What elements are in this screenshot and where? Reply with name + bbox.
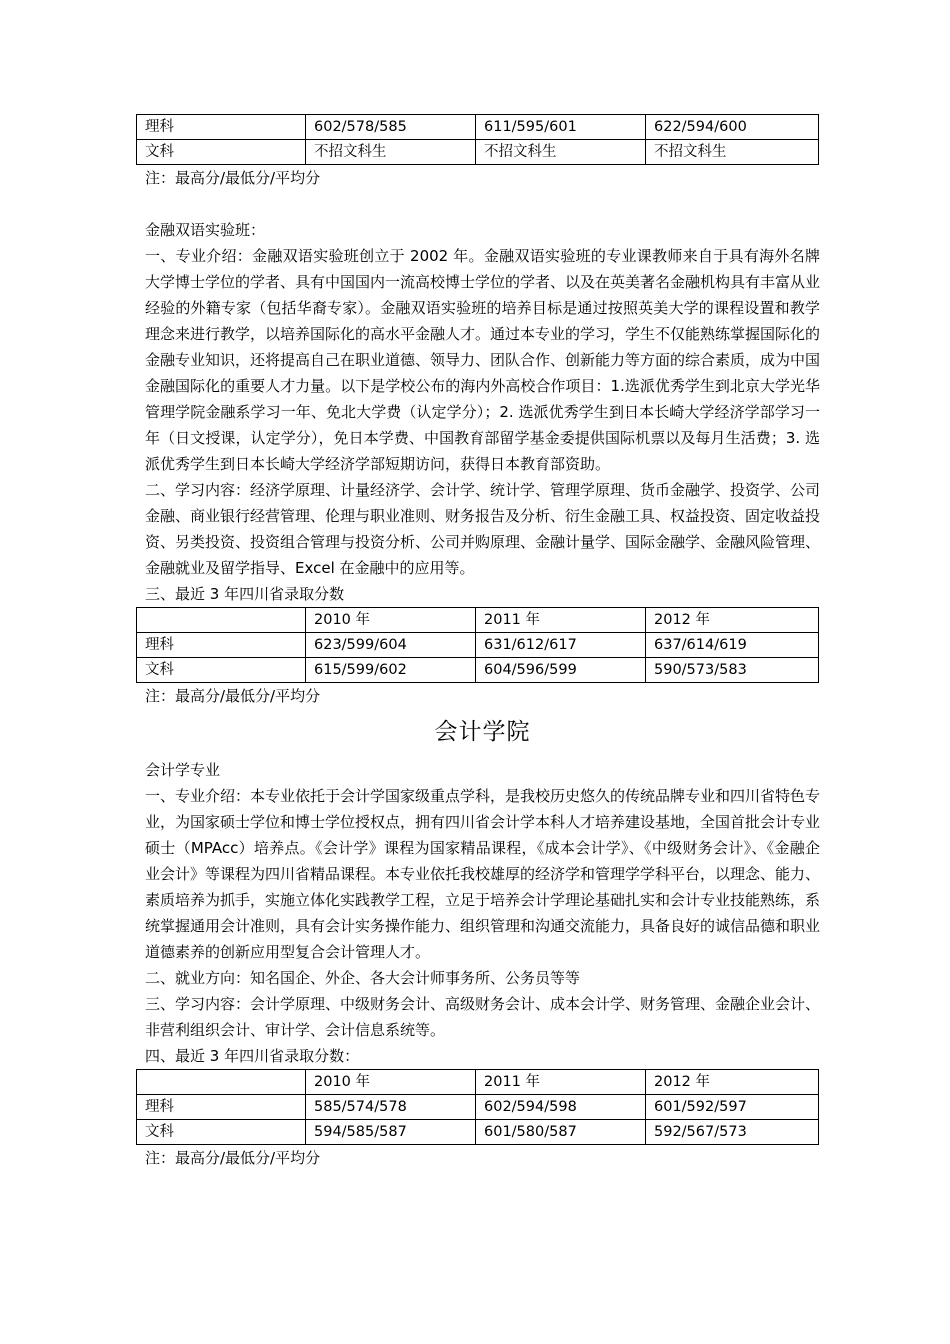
- table-row: [137, 140, 819, 165]
- score-table-continued: [136, 114, 819, 165]
- accounting-career-line: 二、就业方向：知名国企、外企、各大会计师事务所、公务员等等: [145, 969, 581, 987]
- table-cell: 601/580/587: [476, 1120, 646, 1145]
- table-cell: 623/599/604: [306, 633, 476, 658]
- table-cell: 631/612/617: [476, 633, 646, 658]
- table-cell: 理科: [137, 115, 306, 140]
- table-cell: 622/594/600: [646, 115, 819, 140]
- accounting-content-paragraph: 三、学习内容：会计学原理、中级财务会计、高级财务会计、成本会计学、财务管理、金融企业会计、非营利组织会计、审计学、会计信息系统等。: [145, 995, 821, 1039]
- table-cell: 理科: [137, 1095, 306, 1120]
- table-row: [137, 115, 819, 140]
- table-cell: 文科: [137, 140, 306, 165]
- table-cell: 637/614/619: [646, 633, 819, 658]
- table-header-cell: [137, 1070, 306, 1095]
- table-note: 注：最高分/最低分/平均分: [145, 169, 321, 187]
- table-cell: 602/594/598: [476, 1095, 646, 1120]
- table-cell: 615/599/602: [306, 658, 476, 683]
- section-title: 会计学院: [434, 719, 531, 745]
- finance-scores-heading: 三、最近 3 年四川省录取分数: [145, 585, 345, 603]
- table-cell: 不招文科生: [306, 140, 476, 165]
- table-row: [137, 1120, 819, 1145]
- table-cell: 604/596/599: [476, 658, 646, 683]
- table-cell: 理科: [137, 633, 306, 658]
- finance-score-table: [136, 607, 819, 683]
- table-header-row: [137, 608, 819, 633]
- table-header-cell: 2011 年: [476, 1070, 646, 1095]
- table-header-row: [137, 1070, 819, 1095]
- accounting-scores-heading: 四、最近 3 年四川省录取分数：: [145, 1047, 360, 1065]
- accounting-program-title: 会计学专业: [145, 761, 221, 779]
- table-header-cell: 2012 年: [646, 1070, 819, 1095]
- table-cell: 594/585/587: [306, 1120, 476, 1145]
- table-header-cell: 2010 年: [306, 608, 476, 633]
- table-header-cell: [137, 608, 306, 633]
- document-content: [145, 114, 820, 1171]
- table-cell: 592/567/573: [646, 1120, 819, 1145]
- accounting-intro-paragraph: 一、专业介绍：本专业依托于会计学国家级重点学科，是我校历史悠久的传统品牌专业和四川省特色专业，为国家硕士学位和博士学位授权点，拥有四川省会计学本科人才培养建设基地，全国首批会计专业硕士（MPAcc）培养点。《会计学》课程为国家精品课程，《成本会计学》、《中级财务会计》、《金融企业会计》等课程为四川省精品课程。本专业依托我校雄厚的经济学和管理学学科平台，以理念、能力、素质培养为抓手，实施立体化实践教学工程，立足于培养会计学理论基础扎实和会计专业技能熟练，系统掌握通用会计准则，具有会计实务操作能力、组织管理和沟通交流能力，具备良好的诚信品德和职业道德素养的创新应用型复合会计管理人才。: [145, 787, 821, 961]
- table-cell: 611/595/601: [476, 115, 646, 140]
- finance-program-title: 金融双语实验班：: [145, 221, 266, 239]
- table-row: [137, 658, 819, 683]
- accounting-score-table: [136, 1069, 819, 1145]
- table-cell: 585/574/578: [306, 1095, 476, 1120]
- table-note: 注：最高分/最低分/平均分: [145, 687, 321, 705]
- table-cell: 文科: [137, 658, 306, 683]
- table-row: [137, 633, 819, 658]
- finance-content-paragraph: 二、学习内容：经济学原理、计量经济学、会计学、统计学、管理学原理、货币金融学、投资学、公司金融、商业银行经营管理、伦理与职业准则、财务报告及分析、衍生金融工具、权益投资、固定收益投资、另类投资、投资组合管理与投资分析、公司并购原理、金融计量学、国际金融学、金融风险管理、金融就业及留学指导、Excel 在金融中的应用等。: [145, 481, 821, 577]
- table-row: [137, 1095, 819, 1120]
- table-header-cell: 2011 年: [476, 608, 646, 633]
- table-note: 注：最高分/最低分/平均分: [145, 1149, 321, 1167]
- table-header-cell: 2012 年: [646, 608, 819, 633]
- table-cell: 602/578/585: [306, 115, 476, 140]
- table-cell: 文科: [137, 1120, 306, 1145]
- finance-intro-paragraph: 一、专业介绍：金融双语实验班创立于 2002 年。金融双语实验班的专业课教师来自于具有海外名牌大学博士学位的学者、具有中国国内一流高校博士学位的学者、以及在英美著名金融机构具有丰富从业经验的外籍专家（包括华裔专家）。金融双语实验班的培养目标是通过按照英美大学的课程设置和教学理念来进行教学，以培养国际化的高水平金融人才。通过本专业的学习，学生不仅能熟练掌握国际化的金融专业知识，还将提高自己在职业道德、领导力、团队合作、创新能力等方面的综合素质，成为中国金融国际化的重要人才力量。以下是学校公布的海内外高校合作项目：1.选派优秀学生到北京大学光华管理学院金融系学习一年、免北大学费（认定学分）；2. 选派优秀学生到日本长崎大学经济学部学习一年（日文授课，认定学分），免日本学费、中国教育部留学基金委提供国际机票以及每月生活费；3. 选派优秀学生到日本长崎大学经济学部短期访问，获得日本教育部资助。: [145, 247, 821, 473]
- table-cell: 590/573/583: [646, 658, 819, 683]
- table-cell: 601/592/597: [646, 1095, 819, 1120]
- table-header-cell: 2010 年: [306, 1070, 476, 1095]
- table-cell: 不招文科生: [646, 140, 819, 165]
- table-cell: 不招文科生: [476, 140, 646, 165]
